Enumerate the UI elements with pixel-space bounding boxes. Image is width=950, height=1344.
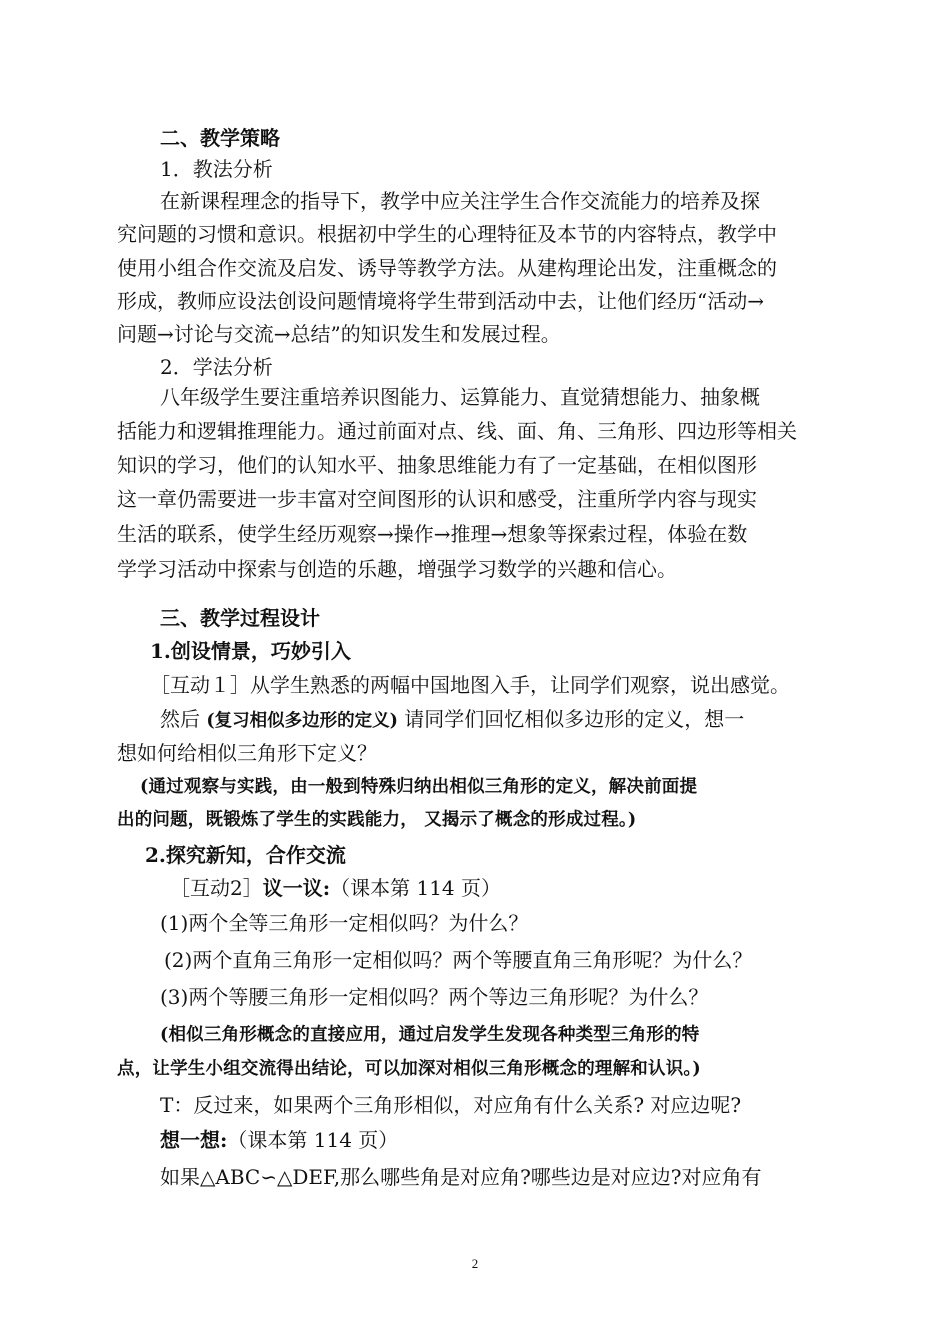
page-number: 2 bbox=[471, 1256, 479, 1271]
method-para-line: 使用小组合作交流及启发、诱导等教学方法。从建构理论出发，注重概念的 bbox=[117, 256, 777, 280]
think-line bbox=[160, 1126, 398, 1154]
method-para-line: 在新课程理念的指导下，教学中应关注学生合作交流能力的培养及探 bbox=[160, 189, 760, 213]
step2-heading: 2.探究新知，合作交流 bbox=[145, 843, 346, 867]
then-line bbox=[160, 705, 744, 735]
learning-para-line: 括能力和逻辑推理能力。通过前面对点、线、面、角、三角形、四边形等相关 bbox=[117, 419, 797, 443]
method-para-line: 问题→讨论与交流→总结”的知识发生和发展过程。 bbox=[117, 322, 561, 346]
question-item: (3)两个等腰三角形一定相似吗？两个等边三角形呢？为什么？ bbox=[160, 985, 709, 1009]
subheading-learning: 2．学法分析 bbox=[160, 355, 273, 379]
section-heading-strategy: 二、教学策略 bbox=[160, 126, 280, 150]
last-line: 如果△ABC∽△DEF,那么哪些角是对应角?哪些边是对应边?对应角有 bbox=[160, 1165, 762, 1189]
note-2-line: 点，让学生小组交流得出结论，可以加深对相似三角形概念的理解和认识。) bbox=[117, 1059, 701, 1079]
question-item: (1)两个全等三角形一定相似吗？为什么？ bbox=[160, 911, 529, 935]
interaction-2 bbox=[170, 874, 501, 902]
think-label: 想一想: bbox=[160, 1128, 228, 1152]
then-line-2: 想如何给相似三角形下定义？ bbox=[117, 741, 377, 765]
then-prefix: 然后 bbox=[160, 707, 200, 731]
learning-para-line: 生活的联系，使学生经历观察→操作→推理→想象等探索过程，体验在数 bbox=[117, 522, 748, 546]
interaction-2-prefix: ［互动2］ bbox=[170, 876, 263, 900]
learning-para-line: 这一章仍需要进一步丰富对空间图形的认识和感受，注重所学内容与现实 bbox=[117, 487, 757, 511]
learning-para-line: 八年级学生要注重培养识图能力、运算能力、直觉猜想能力、抽象概 bbox=[160, 385, 760, 409]
discuss-label: 议一议: bbox=[262, 876, 331, 900]
step1-heading: 1.创设情景，巧妙引入 bbox=[150, 639, 351, 663]
subheading-method: 1．教法分析 bbox=[160, 157, 273, 181]
method-para-line: 形成，教师应设法创设问题情境将学生带到活动中去，让他们经历“活动→ bbox=[117, 289, 764, 313]
think-suffix: （课本第 114 页） bbox=[227, 1128, 399, 1152]
note-1-line: (通过观察与实践，由一般到特殊归纳出相似三角形的定义，解决前面提 bbox=[140, 777, 698, 797]
method-para-line: 究问题的习惯和意识。根据初中学生的心理特征及本节的内容特点，教学中 bbox=[117, 222, 777, 246]
note-1-line: 出的问题，既锻炼了学生的实践能力， 又揭示了概念的形成过程。) bbox=[117, 810, 637, 830]
then-note: (复习相似多边形的定义) bbox=[206, 711, 398, 731]
then-suffix: 请同学们回忆相似多边形的定义，想一 bbox=[404, 707, 745, 731]
learning-para-line: 学学习活动中探索与创造的乐趣，增强学习数学的兴趣和信心。 bbox=[117, 557, 677, 581]
section-heading-process: 三、教学过程设计 bbox=[160, 606, 320, 630]
learning-para-line: 知识的学习，他们的认知水平、抽象思维能力有了一定基础，在相似图形 bbox=[117, 453, 757, 477]
interaction-2-suffix: （课本第 114 页） bbox=[330, 876, 502, 900]
question-item: (2)两个直角三角形一定相似吗？两个等腰直角三角形呢？为什么？ bbox=[164, 948, 753, 972]
note-2-line: (相似三角形概念的直接应用，通过启发学生发现各种类型三角形的特 bbox=[160, 1025, 700, 1045]
interaction-1: ［互动１］从学生熟悉的两幅中国地图入手，让同学们观察，说出感觉。 bbox=[150, 673, 790, 697]
t-line: T：反过来，如果两个三角形相似，对应角有什么关系? 对应边呢? bbox=[160, 1093, 742, 1117]
